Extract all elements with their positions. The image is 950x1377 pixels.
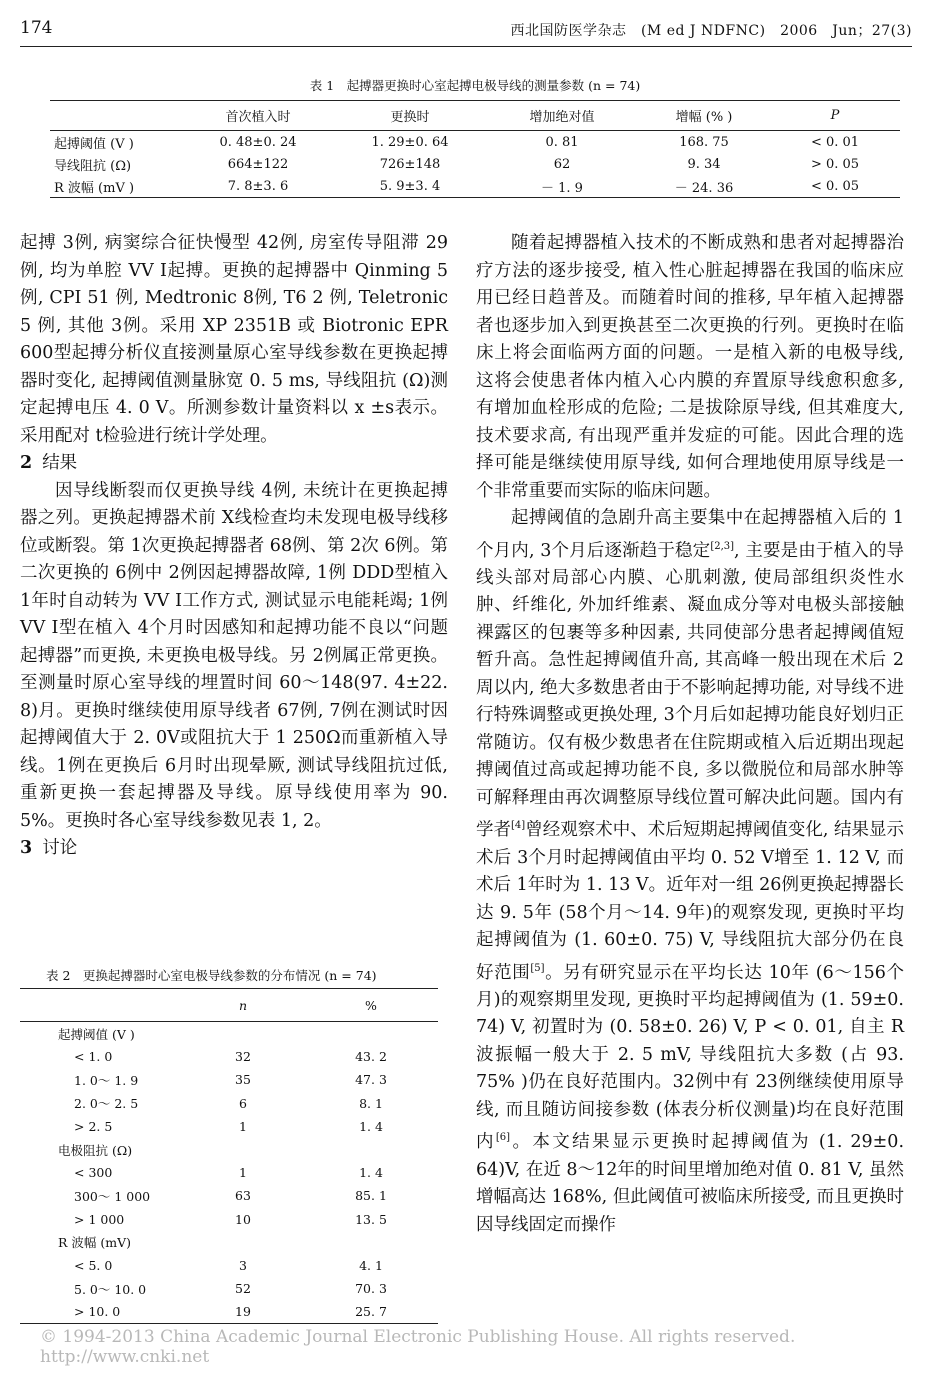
table2-col-label bbox=[20, 989, 182, 1022]
table-cell: 47. 3 bbox=[355, 1072, 387, 1088]
table-row bbox=[50, 175, 900, 198]
table-cell: 25. 7 bbox=[304, 1300, 438, 1324]
table-row bbox=[50, 131, 900, 154]
table-cell: 726±148 bbox=[379, 156, 441, 172]
running-header: 西北国防医学杂志 (M ed J NDFNC) 2006 Jun；27(3) bbox=[510, 23, 912, 39]
table-cell: 10 bbox=[235, 1211, 251, 1227]
table-cell: 0. 81 bbox=[545, 134, 579, 150]
table-cell: 1. 0～ 1. 9 bbox=[74, 1072, 139, 1088]
citation: [4] bbox=[511, 820, 526, 832]
table-cell: 2. 0～ 2. 5 bbox=[74, 1096, 139, 1112]
table-cell: 8. 1 bbox=[359, 1095, 383, 1111]
table1-col-initial: 首次植入时 bbox=[182, 101, 334, 131]
table-row bbox=[20, 1300, 438, 1324]
table-cell: 1. 4 bbox=[359, 1118, 383, 1134]
table-cell: 电极阻抗 (Ω) bbox=[58, 1142, 133, 1158]
table-row bbox=[20, 1068, 438, 1091]
methods-paragraph: 起搏 3例, 病窦综合征快慢型 42例, 房室传导阻滞 29例, 均为单腔 VV I起搏。更换的起搏器中 Qinming 5 例, CPI 51 例, Medtronic 8例, T6 2 例, Teletronic 5 例, 其他 3例。采用 XP 2351B 或 Biotronic EPR 600型起搏分析仪直接测量原心室导线参数在更换起搏器时变化, 起搏阈值测量脉宽 0. 5 ms, 导线阻抗 (Ω)测定起搏电压 4. 0 V。所测参数计量资料以 x ±s表示。采用配对 t检验进行统计学处理。 bbox=[20, 233, 448, 446]
table-cell: 1. 29±0. 64 bbox=[371, 134, 449, 150]
table-cell: 1 bbox=[239, 1165, 247, 1181]
table-cell: 85. 1 bbox=[355, 1188, 387, 1204]
table-cell: 43. 2 bbox=[355, 1049, 387, 1065]
section-heading-discussion: 3 讨论 bbox=[20, 838, 78, 858]
table-row bbox=[20, 1161, 438, 1184]
table-cell bbox=[182, 1022, 304, 1046]
table-cell: 9. 34 bbox=[687, 156, 721, 172]
table-cell: 168. 75 bbox=[679, 134, 729, 150]
header-rule bbox=[20, 46, 912, 47]
table-cell bbox=[304, 1022, 438, 1046]
table-cell: > 2. 5 bbox=[74, 1118, 113, 1134]
table-cell: < 0. 01 bbox=[810, 134, 860, 150]
table-cell: 70. 3 bbox=[355, 1281, 387, 1297]
table-cell: 4. 1 bbox=[359, 1257, 383, 1273]
table-cell: 13. 5 bbox=[355, 1211, 387, 1227]
table-cell: 62 bbox=[553, 156, 571, 172]
table2-caption: 表 2 更换起搏器时心室电极导线参数的分布情况 (n = 74) bbox=[46, 968, 377, 983]
table-cell: 起搏阈值 (V ) bbox=[58, 1026, 135, 1042]
section-heading-results: 2 结果 bbox=[20, 453, 78, 473]
table1-col-replacement: 更换时 bbox=[334, 101, 486, 131]
table-cell: > 10. 0 bbox=[20, 1300, 182, 1324]
table-row bbox=[20, 1254, 438, 1277]
table-cell: 导线阻抗 (Ω) bbox=[54, 158, 132, 174]
table-cell: > 0. 05 bbox=[810, 156, 860, 172]
left-column bbox=[20, 230, 448, 863]
results-paragraph: 因导线断裂而仅更换导线 4例, 未统计在更换起搏器之列。更换起搏器术前 X线检查均未发现电极导线移位或断裂。第 1次更换起搏器者 68例、第 2次 6例。第二次更换的 6例中 2例因起搏器故障, 1例 DDD型植入 1年时自动转为 VV I工作方式, 测试显示电能耗竭; 1例 VV I型在植入 4个月时因感知和起搏功能不良以“问题起搏器”而更换, 未更换电极导线。另 2例属正常更换。至测量时原心室导线的埋置时间 60～148(97. 4±22. 8)月。更换时继续使用原导线者 67例, 7例在测试时因起搏阈值大于 2. 0V或阻抗大于 1 250Ω而重新植入导线。1例在更换后 6月时出现晕厥, 测试导线阻抗过低, 重新更换一套起搏器及导线。原导线使用率为 90. 5%。更换时各心室导线参数见表 1, 2。 bbox=[20, 480, 448, 831]
table-cell: 1. 4 bbox=[359, 1165, 383, 1181]
table-cell: 5. 0～ 10. 0 bbox=[74, 1281, 147, 1297]
table2-col-percent: % bbox=[304, 989, 438, 1022]
table-cell: 6 bbox=[239, 1095, 247, 1111]
table-row bbox=[50, 153, 900, 175]
table1-col-percent: 增幅 (% ) bbox=[638, 101, 770, 131]
table-cell bbox=[304, 1138, 438, 1161]
table-row bbox=[20, 1045, 438, 1068]
table-row bbox=[20, 1277, 438, 1300]
table2-col-n: n bbox=[182, 989, 304, 1022]
table-cell: 19 bbox=[182, 1300, 304, 1324]
citation: [5] bbox=[530, 962, 545, 974]
table-cell: < 5. 0 bbox=[74, 1257, 113, 1273]
table1 bbox=[50, 100, 900, 198]
table-cell: < 300 bbox=[74, 1165, 113, 1181]
table-cell: < 0. 05 bbox=[770, 175, 900, 198]
table-row bbox=[20, 1092, 438, 1115]
table-cell bbox=[304, 1231, 438, 1254]
table-row bbox=[20, 1184, 438, 1207]
discussion-paragraph-1: 随着起搏器植入技术的不断成熟和患者对起搏器治疗方法的逐步接受, 植入性心脏起搏器在我国的临床应用已经日趋普及。而随着时间的推移, 早年植入起搏器者也逐步加入到更换甚至二次更换的行列。更换时在临床上将会面临两方面的问题。一是植入新的电极导线, 这将会使患者体内植入心内膜的弃置原导线愈积愈多, 有增加血栓形成的危险; 二是拔除原导线, 但其难度大, 技术要求高, 有出现严重并发症的可能。因此合理的选择可能是继续使用原导线, 如何合理地使用原导线是一个非常重要而实际的临床问题。 bbox=[476, 233, 904, 501]
table1-col-p: P bbox=[770, 101, 900, 131]
table-cell: 5. 9±3. 4 bbox=[334, 175, 486, 198]
table-cell: － 1. 9 bbox=[486, 175, 638, 198]
table-row bbox=[20, 1138, 438, 1161]
table1-col-increase: 增加绝对值 bbox=[486, 101, 638, 131]
table1-col-label bbox=[50, 101, 182, 131]
table-cell bbox=[182, 1138, 304, 1161]
right-column bbox=[476, 230, 904, 1239]
table-cell: 3 bbox=[239, 1257, 247, 1273]
table-cell: > 1 000 bbox=[74, 1211, 125, 1227]
table-cell: 1 bbox=[239, 1118, 247, 1134]
copyright-footer: © 1994-2013 China Academic Journal Electronic Publishing House. All rights reserved. http://www.cnki.net bbox=[40, 1327, 813, 1367]
table-cell: － 24. 36 bbox=[638, 175, 770, 198]
table-cell: R 波幅 (mV) bbox=[58, 1235, 131, 1251]
table-cell bbox=[182, 1231, 304, 1254]
discussion-paragraph-2: 起搏阈值的急剧升高主要集中在起搏器植入后的 1个月内, 3个月后逐渐趋于稳定[2,3], 主要是由于植入的导线头部对局部心内膜、心肌刺激, 使局部组织炎性水肿、纤维化, 外加纤维素、凝血成分等对电极头部接触裸露区的包裹等多种因素, 共同使部分患者起搏阈值短暂升高。急性起搏阈值升高, 其高峰一般出现在术后 2周以内, 绝大多数患者由于不影响起搏功能, 对导线不进行特殊调整或更换处理, 3个月后如起搏功能良好划归正常随访。仅有极少数患者在住院期或植入后近期出现起搏阈值过高或起搏功能不良, 多以微脱位和局部水肿等可解释理由再次调整原导线位置可解决此问题。国内有学者[4]曾经观察术中、术后短期起搏阈值变化, 结果显示术后 3个月时起搏阈值由平均 0. 52 V增至 1. 12 V, 而术后 1年时为 1. 13 V。近年对一组 26例更换起搏器长达 9. 5年 (58个月～14. 9年)的观察发现, 更换时平均起搏阈值为 (1. 60±0. 75) V, 导线阻抗大部分仍在良好范围[5]。另有研究显示在平均长达 10年 (6～156个月)的观察期里发现, 更换时平均起搏阈值为 (1. 59±0. 74) V, 初置时为 (0. 58±0. 26) V, P < 0. 01, 自主 R波振幅一般大于 2. 5 mV, 导线阻抗大多数 (占 93. 75% )仍在良好范围内。32例中有 23例继续使用原导线, 而且随访间接参数 (体表分析仪测量)均在良好范围内[6]。本文结果显示更换时起搏阈值为 (1. 29±0. 64)V, 在近 8～12年的时间里增加绝对值 0. 81 V, 虽然增幅高达 168%, 但此阈值可被临床所接受, 而且更换时因导线固定而操作 bbox=[476, 508, 905, 1235]
table2-header-row bbox=[20, 989, 438, 1022]
table-cell: 63 bbox=[235, 1188, 251, 1204]
table-cell: 32 bbox=[235, 1049, 251, 1065]
page-number: 174 bbox=[20, 18, 53, 38]
table1-caption: 表 1 起搏器更换时心室起搏电极导线的测量参数 (n = 74) bbox=[309, 78, 641, 93]
table-row bbox=[20, 1115, 438, 1138]
table-cell: 664±122 bbox=[227, 156, 289, 172]
table-cell: 35 bbox=[235, 1072, 251, 1088]
table-cell: < 1. 0 bbox=[74, 1049, 113, 1065]
table1-header-row bbox=[50, 101, 900, 131]
table-cell: 52 bbox=[235, 1281, 251, 1297]
table-cell: 0. 48±0. 24 bbox=[219, 134, 297, 150]
citation: [6] bbox=[495, 1132, 511, 1144]
citation: [2,3] bbox=[710, 540, 735, 552]
table-cell: 7. 8±3. 6 bbox=[182, 175, 334, 198]
table-row bbox=[20, 1208, 438, 1231]
table-cell: 300～ 1 000 bbox=[74, 1188, 151, 1204]
table-cell: R 波幅 (mV ) bbox=[50, 175, 182, 198]
table-cell: 起搏阈值 (V ) bbox=[54, 136, 134, 152]
table-row bbox=[20, 1231, 438, 1254]
table-row bbox=[20, 1022, 438, 1046]
table2 bbox=[20, 988, 438, 1324]
